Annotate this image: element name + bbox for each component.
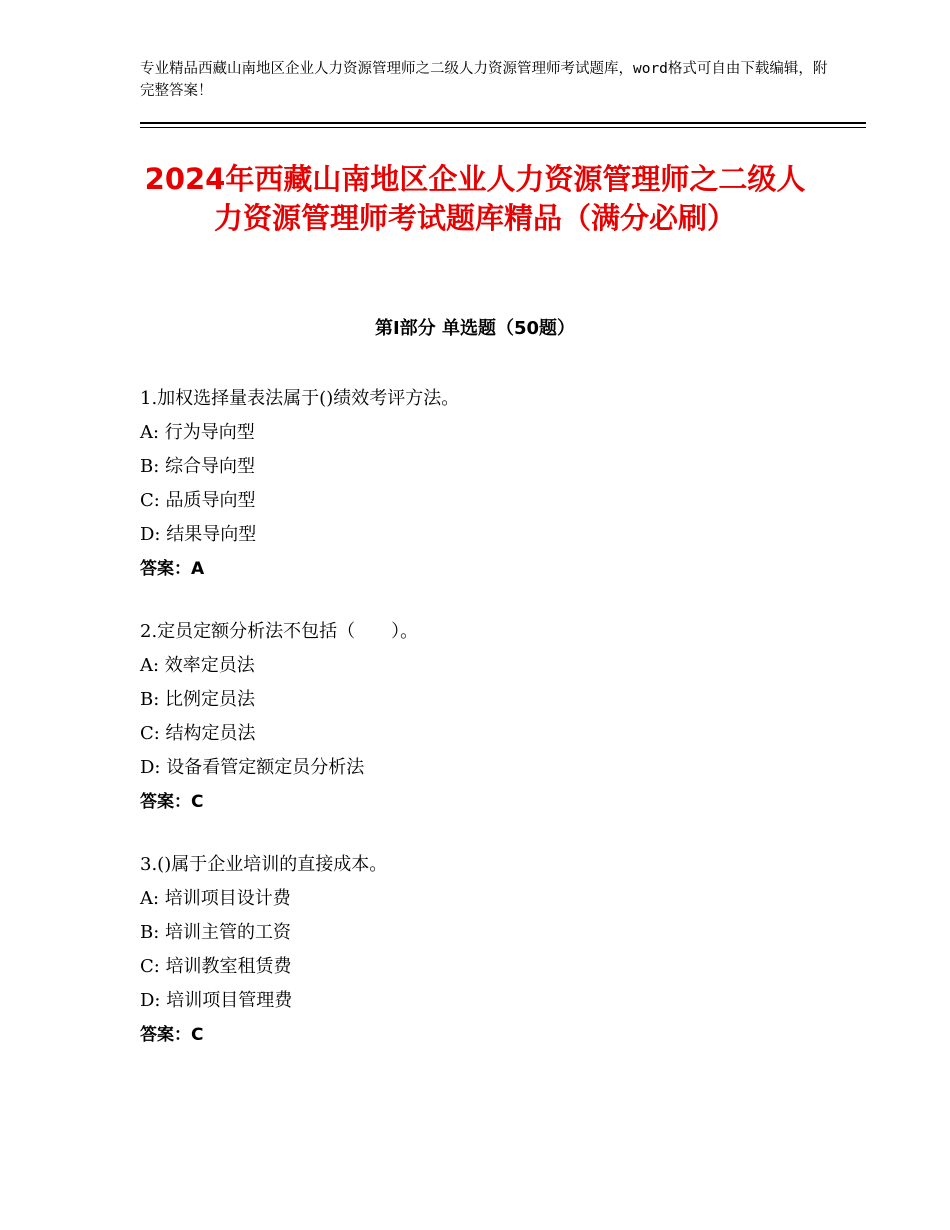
- option-d: D: 设备看管定额定员分析法: [140, 757, 365, 778]
- question-stem: 3.()属于企业培训的直接成本。: [140, 854, 388, 875]
- option-c: C: 品质导向型: [140, 490, 256, 511]
- section-title: 第Ⅰ部分 单选题（50题）: [374, 318, 575, 339]
- option-d: D: 结果导向型: [140, 524, 257, 545]
- option-c: C: 培训教室租赁费: [140, 956, 292, 977]
- answer: 答案：C: [140, 792, 204, 812]
- question-stem: 1.加权选择量表法属于()绩效考评方法。: [140, 388, 460, 409]
- header-note: 专业精品西藏山南地区企业人力资源管理师之二级人力资源管理师考试题库，word格式可自由下载编辑，附完整答案！: [140, 61, 828, 99]
- option-a: A: 培训项目设计费: [140, 888, 291, 909]
- question-stem: 2.定员定额分析法不包括（ ）。: [140, 621, 419, 642]
- option-a: A: 行为导向型: [140, 422, 255, 443]
- question-3: [140, 848, 840, 1052]
- option-b: B: 综合导向型: [140, 456, 256, 477]
- question-1: [140, 382, 840, 586]
- answer: 答案：C: [140, 1025, 204, 1045]
- header-divider-thick: [140, 122, 866, 124]
- option-b: B: 培训主管的工资: [140, 922, 292, 943]
- option-b: B: 比例定员法: [140, 689, 256, 710]
- question-2: [140, 615, 840, 819]
- option-c: C: 结构定员法: [140, 723, 256, 744]
- question-list: [140, 382, 840, 1081]
- answer: 答案：A: [140, 559, 205, 579]
- option-a: A: 效率定员法: [140, 655, 255, 676]
- header-divider-thin: [140, 127, 866, 128]
- option-d: D: 培训项目管理费: [140, 990, 293, 1011]
- document-title: 2024年西藏山南地区企业人力资源管理师之二级人力资源管理师考试题库精品（满分必刷）: [144, 162, 806, 235]
